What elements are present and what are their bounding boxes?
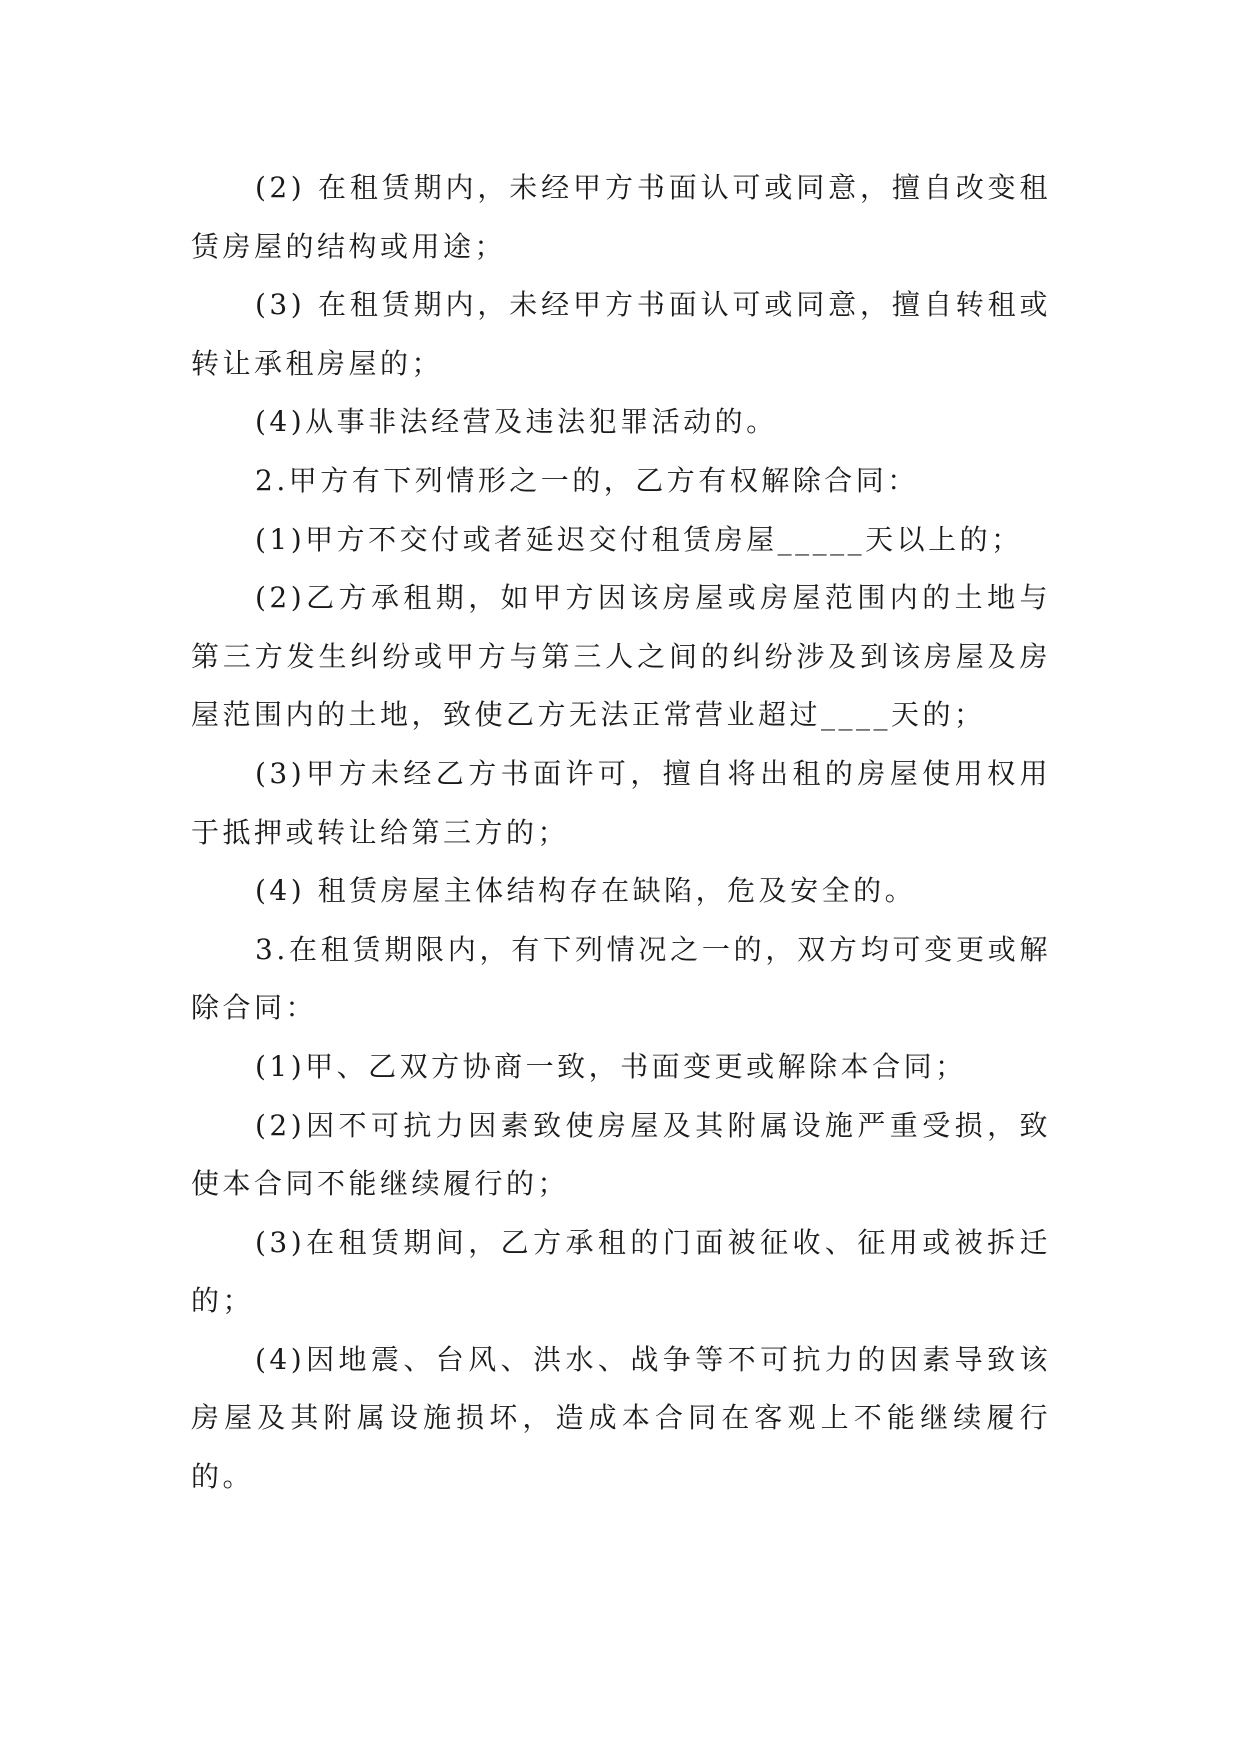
clause-3-item-2: (2)因不可抗力因素致使房屋及其附属设施严重受损，致使本合同不能继续履行的； bbox=[191, 1108, 1051, 1201]
clause-2-item-1: (1)甲方不交付或者延迟交付租赁房屋_____天以上的； bbox=[255, 522, 1023, 556]
clause-1-item-3: (3) 在租赁期内，未经甲方书面认可或同意，擅自转租或转让承租房屋的； bbox=[191, 288, 1051, 380]
clause-3-item-4: (4)因地震、台风、洪水、战争等不可抗力的因素导致该房屋及其附属设施损坏，造成本合同在客观上不能继续履行的。 bbox=[191, 1342, 1051, 1494]
clause-2-item-2: (2)乙方承租期，如甲方因该房屋或房屋范围内的土地与第三方发生纠纷或甲方与第三人之间的纠纷涉及到该房屋及房屋范围内的土地，致使乙方无法正常营业超过____天的； bbox=[191, 581, 1051, 732]
clause-2-item-3: (3)甲方未经乙方书面许可，擅自将出租的房屋使用权用于抵押或转让给第三方的； bbox=[191, 756, 1051, 849]
clause-2-heading: 2.甲方有下列情形之一的，乙方有权解除合同： bbox=[255, 463, 919, 497]
clause-1-item-2: (2) 在租赁期内，未经甲方书面认可或同意，擅自改变租赁房屋的结构或用途； bbox=[191, 171, 1051, 263]
clause-3-heading: 3.在租赁期限内，有下列情况之一的，双方均可变更或解除合同： bbox=[191, 932, 1051, 1025]
clause-3-item-3: (3)在租赁期间，乙方承租的门面被征收、征用或被拆迁的； bbox=[191, 1225, 1051, 1318]
clause-1-item-4: (4)从事非法经营及违法犯罪活动的。 bbox=[255, 405, 778, 439]
document-body bbox=[191, 159, 1051, 1507]
clause-3-item-1: (1)甲、乙双方协商一致，书面变更或解除本合同； bbox=[255, 1049, 967, 1083]
clause-2-item-4: (4) 租赁房屋主体结构存在缺陷，危及安全的。 bbox=[255, 874, 917, 908]
